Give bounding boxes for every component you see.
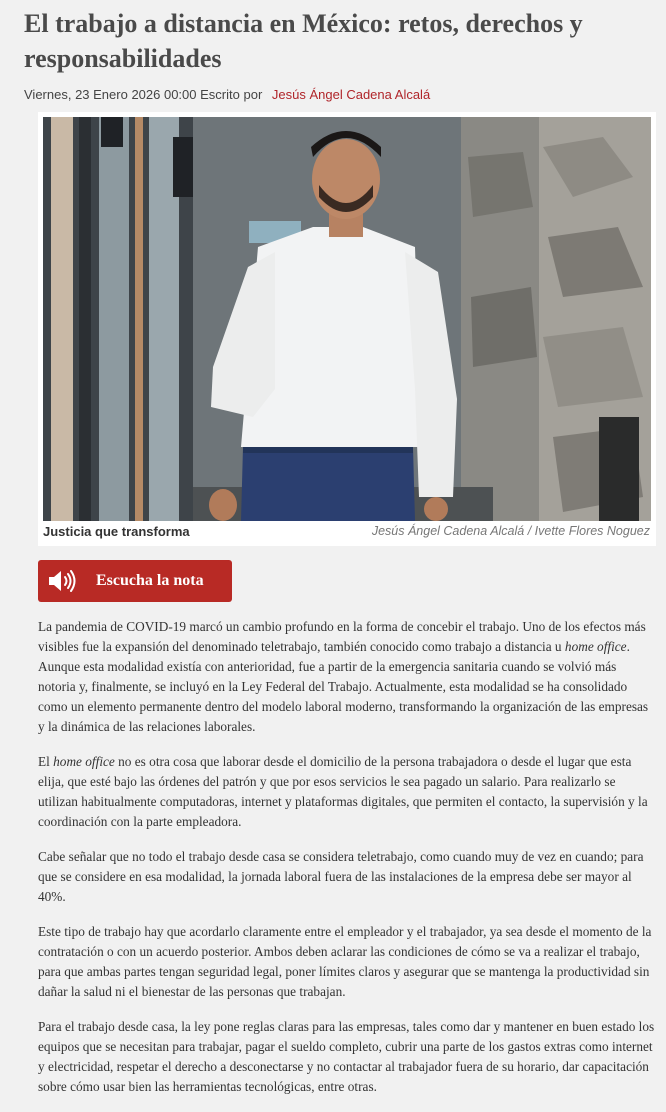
article-meta bbox=[24, 87, 430, 102]
photo-credit: Jesús Ángel Cadena Alcalá / Ivette Flores Noguez bbox=[371, 524, 650, 538]
article-photo bbox=[43, 117, 651, 521]
emphasis-home-office: home office bbox=[53, 754, 115, 769]
written-by-label: Escrito por bbox=[200, 87, 263, 102]
speaker-icon bbox=[47, 569, 77, 593]
listen-button[interactable] bbox=[38, 560, 232, 602]
body-paragraph: El home office no es otra cosa que laborar desde el domicilio de la persona trabajadora o desde el lugar que esta elija, que esté bajo las órdenes del patrón y que por esos servicios le sea pagado un salario. Para realizarlo se utilizan habitualmente computadoras, internet y plataformas digitales, que permiten el contacto, la supervisión y la coordinación con la parte empleadora. bbox=[38, 754, 648, 829]
body-paragraph: La pandemia de COVID-19 marcó un cambio profundo en la forma de concebir el trabajo. Uno de los efectos más visibles fue la expansión del denominado teletrabajo, también conocido como trabajo a distancia u home office. Aunque esta modalidad existía con anterioridad, fue a partir de la emergencia sanitaria cuando se volvió más notoria y, finalmente, se incluyó en la Ley Federal del Trabajo. Actualmente, esta modalidad se ha consolidado como un elemento permanente dentro del modelo laboral moderno, transformando la organización de las empresas y la dinámica de las relaciones laborales. bbox=[38, 619, 649, 734]
article-body bbox=[38, 617, 656, 1112]
author-link[interactable]: Jesús Ángel Cadena Alcalá bbox=[271, 87, 431, 102]
body-paragraph: Cabe señalar que no todo el trabajo desde casa se considera teletrabajo, como cuando muy de vez en cuando; para que se considere en esa modalidad, la jornada laboral fuera de las instalaciones de la empresa debe ser mayor al 40%. bbox=[38, 849, 644, 904]
emphasis-home-office: home office bbox=[564, 639, 627, 654]
figure-caption: Justicia que transforma bbox=[43, 524, 190, 539]
article-title: El trabajo a distancia en México: retos, derechos y responsabilidades bbox=[24, 9, 583, 73]
publish-date: Viernes, 23 Enero 2026 00:00 bbox=[24, 87, 197, 102]
listen-button-label: Escucha la nota bbox=[96, 572, 204, 589]
body-paragraph: Este tipo de trabajo hay que acordarlo claramente entre el empleador y el trabajador, ya sea desde el momento de la contratación o con un acuerdo posterior. Ambos deben aclarar las condiciones de cómo se va a realizar el trabajo, para que ambas partes tengan seguridad legal, poner límites claros y asegurar que se mantenga la productividad sin dañar la salud ni el bienestar de las personas que trabajan. bbox=[38, 924, 652, 999]
body-paragraph: Para el trabajo desde casa, la ley pone reglas claras para las empresas, tales como dar y mantener en buen estado los equipos que se necesitan para trabajar, pagar el sueldo completo, cubrir una parte de los gastos extras como internet y electricidad, respetar el derecho a desconectarse y no contactar al trabajador fuera de su horario, dar capacitación sobre cómo usar bien las herramientas tecnológicas, entre otras. bbox=[38, 1019, 655, 1094]
article-figure bbox=[38, 112, 656, 546]
